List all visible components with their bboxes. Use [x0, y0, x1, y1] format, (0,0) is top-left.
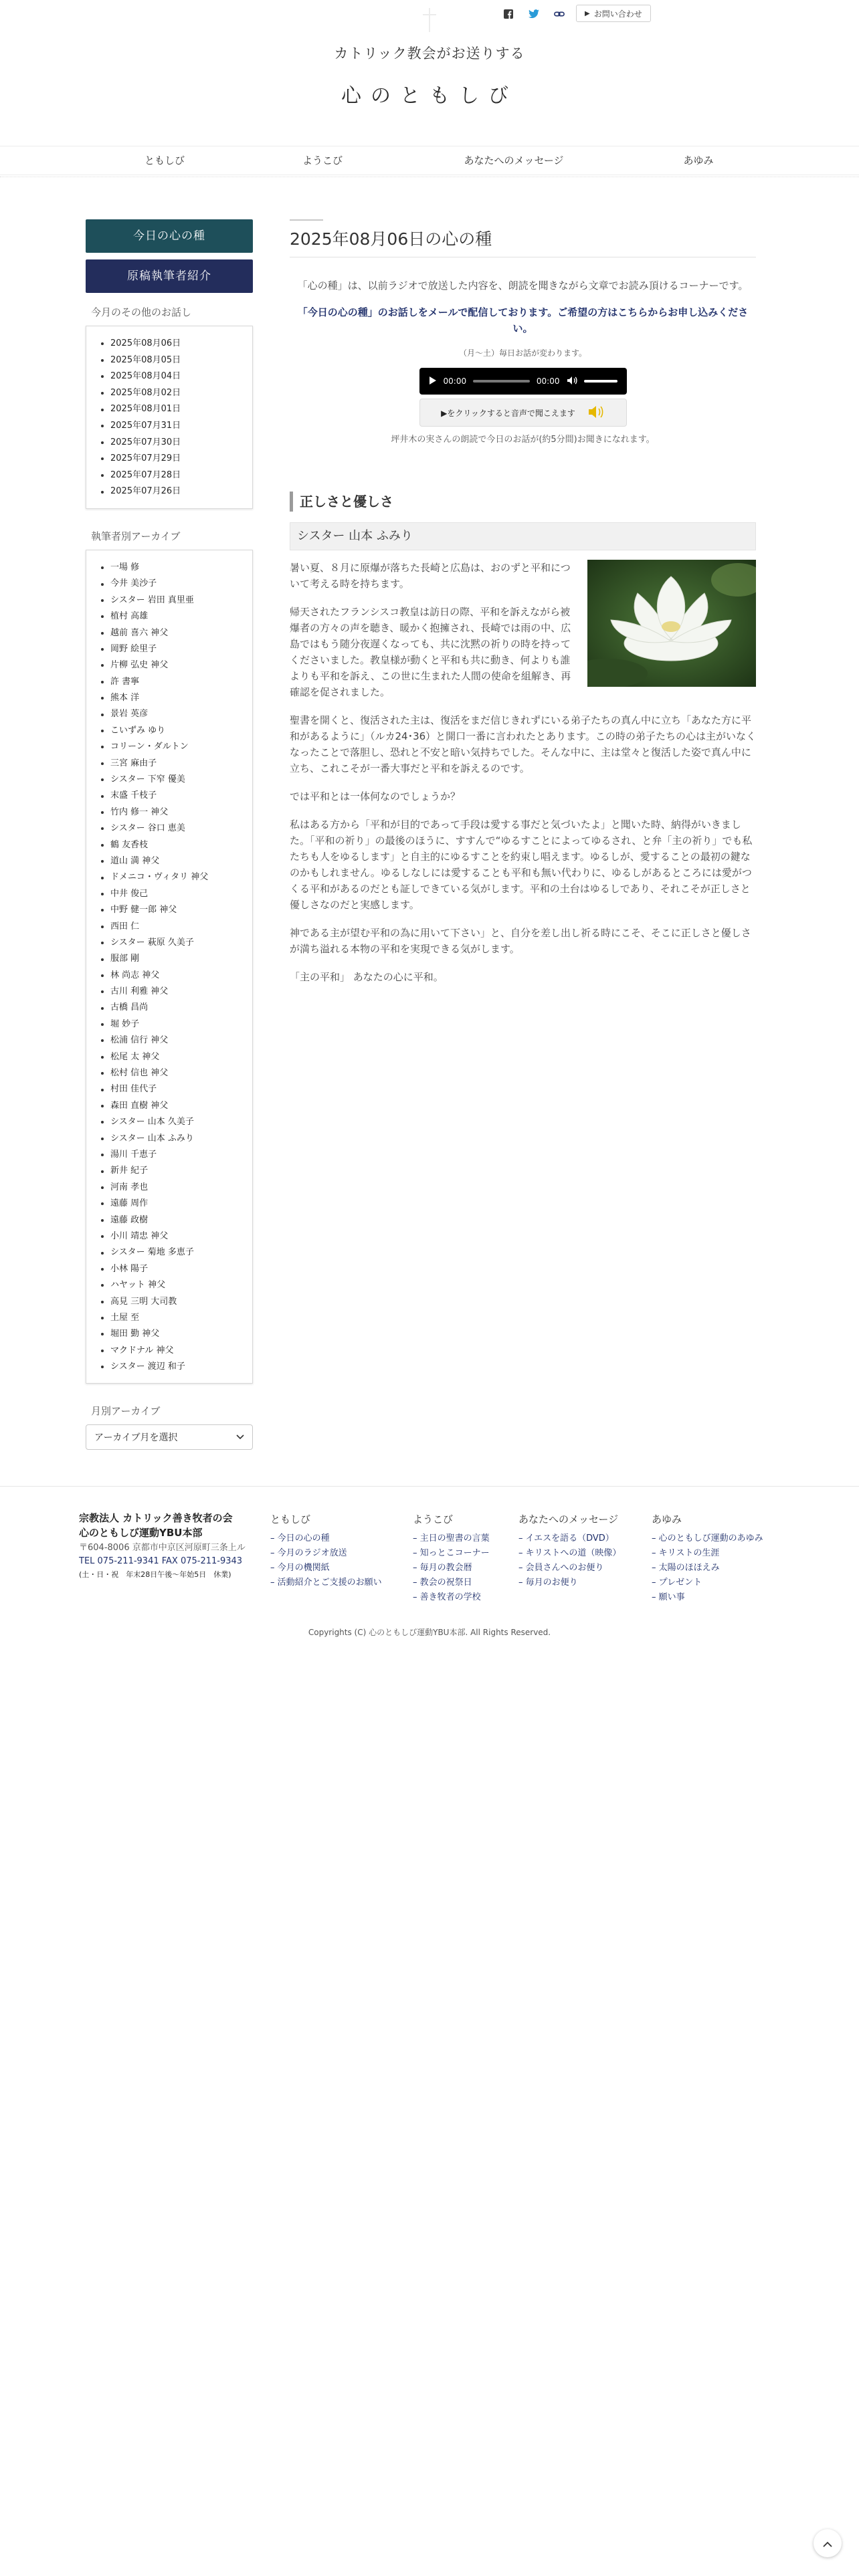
monthly-select-value: アーカイブ月を選択: [94, 1432, 178, 1444]
author-list-item[interactable]: 遠藤 政樹: [94, 1212, 244, 1228]
author-list-item[interactable]: 西田 仁: [94, 919, 244, 935]
footer-col-tomoshibi: [270, 1512, 382, 1590]
facebook-icon[interactable]: [503, 9, 514, 19]
footer-link[interactable]: [413, 1531, 490, 1546]
intro-text: 「心の種」は、以前ラジオで放送した内容を、朗読を聞きながら文章でお読み頂けるコーナーです。: [297, 280, 749, 292]
footer-link-label: キリストへの道（映像）: [525, 1548, 622, 1558]
footer-link-label: 今日の心の種: [277, 1533, 330, 1543]
date-list-item[interactable]: 2025年07月29日: [94, 451, 244, 467]
dash-bullet-icon: –: [413, 1578, 420, 1588]
body-paragraph: 神である主が望む平和の為に用いて下さい」と、自分を差し出し祈る時にこそ、そこに正しさと優しさが満ち溢れる本物の平和を実現できる気がします。: [290, 927, 751, 955]
author-list-item[interactable]: こいずみ ゆり: [94, 723, 244, 739]
dash-bullet-icon: –: [652, 1533, 659, 1543]
footer-col-yorokobi: [413, 1512, 490, 1605]
body-paragraph: 帰天されたフランシスコ教皇は訪日の際、平和を訴えながら被爆者の方々の声を聴き、暖かく抱擁され、長崎では雨の中、広島ではもう随分夜遅くなっても、共に沈黙の祈りの時を持ってくださいました。教皇様が動くと平和も共に動き、何よりも誰よりも平和を訴え、この世に生まれた人間の使命を組解き、再確認を促されました。: [290, 606, 571, 698]
chevron-right-icon: ▶: [585, 9, 590, 17]
post-title: 2025年08月06日の心の種: [290, 226, 756, 257]
dash-bullet-icon: –: [652, 1548, 659, 1558]
author-list-item[interactable]: 一場 修: [94, 560, 244, 576]
author-list-item[interactable]: 松尾 太 神父: [94, 1049, 244, 1065]
author-list-item[interactable]: 許 書寧: [94, 674, 244, 690]
author-list-item[interactable]: 森田 直樹 神父: [94, 1098, 244, 1114]
author-list-item[interactable]: 小川 靖忠 神父: [94, 1228, 244, 1245]
date-list-item[interactable]: 2025年08月06日: [94, 336, 244, 352]
author-list-item[interactable]: 服部 剛: [94, 951, 244, 967]
footer-link[interactable]: [652, 1546, 763, 1561]
date-list-item[interactable]: 2025年08月05日: [94, 352, 244, 369]
monthly-archive-heading: 月別アーカイブ: [91, 1405, 161, 1418]
footer-link-label: 活動紹介とご支援のお願い: [277, 1578, 382, 1588]
author-list-item[interactable]: 遠藤 周作: [94, 1196, 244, 1212]
author-list-box: [86, 550, 253, 1384]
footer-link-list: [518, 1531, 621, 1590]
nav-item-tomoshibi[interactable]: ともしび: [144, 154, 185, 167]
footer-col-message: [518, 1512, 621, 1590]
listen-audio-button[interactable]: [419, 399, 627, 427]
author-list-item[interactable]: 高見 三明 大司教: [94, 1294, 244, 1310]
dash-bullet-icon: –: [270, 1563, 278, 1573]
footer-link[interactable]: [652, 1561, 763, 1576]
org-name: 宗教法人 カトリック善き牧者の会: [79, 1512, 233, 1524]
chevron-up-icon: [823, 2537, 832, 2550]
monthly-archive-select[interactable]: [86, 1424, 253, 1450]
author-list-item[interactable]: ハヤット 神父: [94, 1277, 244, 1293]
title-rule: [290, 219, 323, 221]
footer-link-list: [652, 1531, 763, 1605]
authors-archive-heading: 執筆者別アーカイブ: [91, 530, 181, 542]
footer-link[interactable]: [518, 1546, 621, 1561]
date-list-item[interactable]: 2025年07月31日: [94, 418, 244, 435]
author-list-item[interactable]: 中野 健一郎 神父: [94, 902, 244, 918]
footer-col-heading[interactable]: あなたへのメッセージ: [518, 1513, 619, 1525]
author-list-item[interactable]: 松村 信也 神父: [94, 1065, 244, 1081]
footer-link[interactable]: [413, 1546, 490, 1561]
author-list-item[interactable]: 堀 妙子: [94, 1016, 244, 1033]
footer-link-label: 会員さんへのお便り: [525, 1563, 604, 1573]
date-list: [94, 336, 244, 500]
dash-bullet-icon: –: [270, 1533, 278, 1543]
mail-signup-link[interactable]: 「今日の心の種」のお話しをメールで配信しております。ご希望の方はこちらからお申し込みください。: [297, 306, 749, 334]
footer-link[interactable]: [413, 1561, 490, 1576]
author-list-item[interactable]: シスター 渡辺 和子: [94, 1359, 244, 1375]
sidebar: [86, 219, 253, 1450]
author-list-item[interactable]: 片柳 弘史 神父: [94, 657, 244, 673]
footer-link-label: 毎月のお便り: [525, 1578, 578, 1588]
author-list-item[interactable]: 越前 喜六 神父: [94, 625, 244, 641]
org-branch: 心のともしび運動YBU本部: [79, 1527, 203, 1539]
cross-logo-icon: [421, 8, 438, 32]
date-list-item[interactable]: 2025年07月28日: [94, 467, 244, 484]
play-icon[interactable]: [429, 376, 437, 387]
footer-link[interactable]: [518, 1576, 621, 1590]
footer-link[interactable]: [652, 1590, 763, 1605]
author-list-item[interactable]: 堀田 勤 神父: [94, 1326, 244, 1342]
site-subtitle: カトリック教会がお送りする: [334, 45, 525, 62]
site-title[interactable]: 心のともしび: [341, 84, 518, 108]
global-nav: [0, 146, 859, 175]
body-paragraph: 「主の平和」 あなたの心に平和。: [290, 971, 444, 983]
author-list: [94, 560, 244, 1376]
author-list-item[interactable]: 小林 陽子: [94, 1261, 244, 1277]
author-list-item[interactable]: 竹内 修一 神父: [94, 804, 244, 821]
author-list-item[interactable]: コリーン・ダルトン: [94, 739, 244, 755]
player-time-start: 00:00: [443, 377, 467, 386]
author-list-item[interactable]: 末盛 千枝子: [94, 788, 244, 804]
footer-link-label: 善き牧者の学校: [419, 1592, 481, 1602]
footer-link[interactable]: [652, 1576, 763, 1590]
footer-link-label: 願い事: [658, 1592, 685, 1602]
body-paragraph: では平和とは一体何なのでしょうか？: [290, 790, 461, 802]
author-list-item[interactable]: 新井 紀子: [94, 1163, 244, 1179]
author-list-item[interactable]: 鶴 友香枝: [94, 837, 244, 853]
author-list-item[interactable]: シスター 山本 久美子: [94, 1114, 244, 1130]
dash-bullet-icon: –: [270, 1578, 278, 1588]
footer-link-list: [270, 1531, 382, 1590]
nav-item-message[interactable]: あなたへのメッセージ: [464, 154, 564, 167]
body-paragraph: 暑い夏、８月に原爆が落ちた長崎と広島は、おのずと平和について考える時を持ちます。: [290, 562, 571, 590]
author-list-item[interactable]: 古橋 昌尚: [94, 1000, 244, 1016]
author-list-item[interactable]: シスター 岩田 真里亜: [94, 593, 244, 609]
author-list-item[interactable]: 土屋 至: [94, 1310, 244, 1326]
volume-icon[interactable]: [567, 376, 577, 387]
date-list-item[interactable]: 2025年07月30日: [94, 435, 244, 451]
date-list-item[interactable]: 2025年07月26日: [94, 484, 244, 500]
post-body: [290, 560, 756, 985]
dash-bullet-icon: –: [518, 1578, 526, 1588]
author-list-item[interactable]: 道山 満 神父: [94, 853, 244, 869]
dash-bullet-icon: –: [413, 1533, 420, 1543]
author-list-item[interactable]: マクドナル 神父: [94, 1343, 244, 1359]
footer-link[interactable]: [413, 1590, 490, 1605]
author-list-item[interactable]: シスター 山本 ふみり: [94, 1131, 244, 1147]
footer-link[interactable]: [518, 1531, 621, 1546]
schedule-note: （月〜土）毎日お話が変わります。: [458, 348, 587, 358]
footer-link-label: 知っとこコーナー: [419, 1548, 490, 1558]
speaker-icon: [587, 405, 605, 421]
date-list-item[interactable]: 2025年08月02日: [94, 385, 244, 402]
footer-link-label: 心のともしび運動のあゆみ: [658, 1533, 763, 1543]
footer-link[interactable]: [270, 1531, 382, 1546]
footer-link[interactable]: [270, 1546, 382, 1561]
contact-label: お問い合わせ: [593, 9, 642, 19]
dash-bullet-icon: –: [652, 1578, 659, 1588]
dash-bullet-icon: –: [518, 1548, 526, 1558]
dash-bullet-icon: –: [652, 1592, 659, 1602]
footer-link-label: 教会の祝祭日: [419, 1578, 472, 1588]
chevron-down-icon: [236, 1432, 244, 1442]
author-list-item[interactable]: 植村 高雄: [94, 609, 244, 625]
footer-link[interactable]: [652, 1531, 763, 1546]
author-list-item[interactable]: 三宮 麻由子: [94, 756, 244, 772]
date-list-item[interactable]: 2025年08月04日: [94, 368, 244, 385]
nav-item-yorokobi[interactable]: ようこび: [302, 154, 343, 167]
footer-link[interactable]: [270, 1561, 382, 1576]
link-icon[interactable]: [554, 9, 565, 19]
footer-link-label: 今月の機関紙: [277, 1563, 330, 1573]
author-list-item[interactable]: 景岩 英彦: [94, 706, 244, 722]
twitter-icon[interactable]: [529, 9, 539, 19]
author-list-item[interactable]: 松浦 信行 神父: [94, 1033, 244, 1049]
nav-item-ayumi[interactable]: あゆみ: [683, 154, 714, 167]
main-content: [290, 219, 756, 997]
author-list-item[interactable]: 熊本 洋: [94, 690, 244, 706]
org-address: 〒604-8006 京都市中京区河原町三条上ル: [79, 1543, 246, 1553]
social-links: [503, 4, 565, 24]
dash-bullet-icon: –: [518, 1533, 526, 1543]
date-list-item[interactable]: 2025年08月01日: [94, 401, 244, 418]
footer-col-heading[interactable]: ようこび: [413, 1513, 454, 1525]
dash-bullet-icon: –: [413, 1592, 420, 1602]
dash-bullet-icon: –: [413, 1548, 420, 1558]
author-list-item[interactable]: シスター 下窄 優美: [94, 772, 244, 788]
footer-link-label: 毎月の教会暦: [419, 1563, 472, 1573]
player-time-end: 00:00: [536, 377, 560, 386]
author-list-item[interactable]: 岡野 絵里子: [94, 641, 244, 657]
footer-link-label: 主日の聖書の言葉: [419, 1533, 490, 1543]
author-name: シスター 山本 ふみり: [290, 522, 756, 550]
dash-bullet-icon: –: [413, 1563, 420, 1573]
dash-bullet-icon: –: [270, 1548, 278, 1558]
author-list-item[interactable]: ドメニコ・ヴィタリ 神父: [94, 869, 244, 885]
author-list-item[interactable]: 湯川 千恵子: [94, 1147, 244, 1163]
footer-link[interactable]: [270, 1576, 382, 1590]
dash-bullet-icon: –: [652, 1563, 659, 1573]
footer-org: [79, 1511, 260, 1582]
authors-intro-button[interactable]: 原稿執筆者紹介: [86, 259, 253, 293]
back-to-top-button[interactable]: [814, 2529, 842, 2557]
contact-button[interactable]: [576, 5, 651, 22]
footer-col-heading[interactable]: ともしび: [270, 1513, 311, 1525]
dash-bullet-icon: –: [518, 1563, 526, 1573]
footer-link[interactable]: [413, 1576, 490, 1590]
other-stories-heading: 今月のその他のお話し: [91, 306, 192, 318]
body-paragraph: 私はある方から「平和が目的であって手段は愛する事だと気づいたよ」と聞いた時、納得がいきました。「平和の祈り」の最後のほうに、すすんで“ゆるすことによってゆるされ、と弁「主の祈り」でも私たちも人をゆるします」と自主的にゆるすことを約束し唱えます。ゆるしが、愛することの最初の鍵なのかもしれません。ゆるしなしには愛することも平和も無い代わりに、ゆるしがあるところには愛がつくる平和があるのだとも証しできている気がします。平和の土台はゆるしであり、それこそが正しさと優しさなのだと実感します。: [290, 819, 753, 911]
footer-link[interactable]: [518, 1561, 621, 1576]
footer-col-heading[interactable]: あゆみ: [652, 1513, 682, 1525]
author-list-item[interactable]: シスター 菊地 多恵子: [94, 1245, 244, 1261]
footer-link-label: イエスを語る（DVD）: [525, 1533, 614, 1543]
body-paragraph: 聖書を開くと、復活された主は、復活をまだ信じきれずにいる弟子たちの真ん中に立ち「あなた方に平和があるように」（ルカ24･36）と開口一番に言われたとあります。この時の弟子たちの心は主がいなくなったことで落胆し、恐れと不安と暗い気持ちでした。そんな中に、主は堂々と復活した姿で真ん中に立ち、これこそが一番大事だと平和を訴えるのです。: [290, 714, 756, 774]
listen-label: ▶をクリックすると音声で聞こえます: [441, 408, 575, 418]
author-list-item[interactable]: 河南 孝也: [94, 1180, 244, 1196]
today-seed-button[interactable]: 今日の心の種: [86, 219, 253, 253]
player-progress-bar[interactable]: [473, 380, 530, 383]
reader-note: 坪井木の実さんの朗読で今日のお話が(約5分間)お聞きになれます。: [391, 435, 655, 445]
section-title: 正しさと優しさ: [290, 492, 756, 512]
footer-link-list: [413, 1531, 490, 1605]
author-list-item[interactable]: 村田 佳代子: [94, 1081, 244, 1097]
author-list-item[interactable]: シスター 谷口 恵美: [94, 821, 244, 837]
author-list-item[interactable]: 古川 利雅 神父: [94, 984, 244, 1000]
footer-col-ayumi: [652, 1512, 763, 1605]
footer-link-label: キリストの生涯: [658, 1548, 720, 1558]
audio-player[interactable]: [419, 368, 627, 395]
white-lotus-image: [587, 560, 756, 687]
footer-link-label: 今月のラジオ放送: [277, 1548, 347, 1558]
footer-link-label: プレゼント: [658, 1578, 702, 1588]
footer-link-label: 太陽のほほえみ: [658, 1563, 720, 1573]
org-tel: TEL 075-211-9341 FAX 075-211-9343: [79, 1556, 243, 1566]
author-list-item[interactable]: 林 尚志 神父: [94, 968, 244, 984]
copyright: Copyrights (C) 心のともしび運動YBU本部. All Rights Reserved.: [308, 1628, 551, 1637]
date-list-box: [86, 326, 253, 509]
volume-slider[interactable]: [584, 380, 617, 383]
author-list-item[interactable]: 中井 俊己: [94, 886, 244, 902]
author-list-item[interactable]: 今井 美沙子: [94, 576, 244, 592]
org-hours: (土・日・祝 年末28日午後〜年始5日 休業): [79, 1570, 231, 1579]
author-list-item[interactable]: シスター 萩原 久美子: [94, 935, 244, 951]
